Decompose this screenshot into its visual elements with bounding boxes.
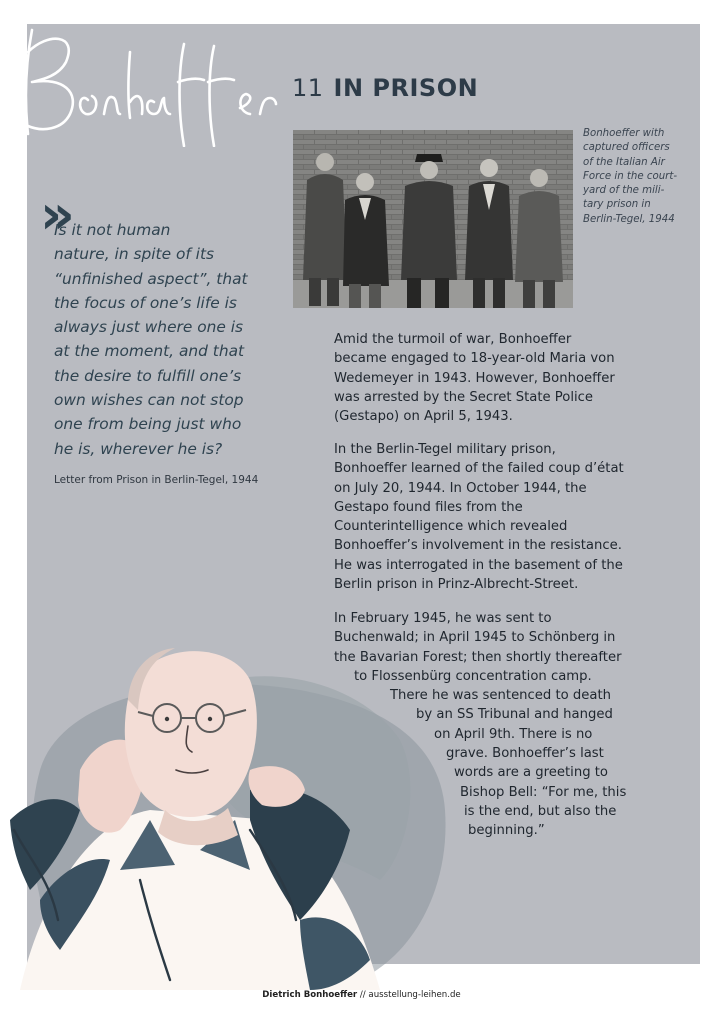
- chapter-heading: [292, 74, 478, 102]
- text-line: on April 9th. There is no: [434, 726, 593, 742]
- text-line: Bonhoeffer learned of the failed coup d’état: [334, 461, 624, 477]
- text-line: (Gestapo) on April 5, 1943.: [334, 409, 513, 425]
- quote-source: Letter from Prison in Berlin-Tegel, 1944: [54, 474, 259, 486]
- chapter-title: IN PRISON: [333, 74, 479, 102]
- text-line: Buchenwald; in April 1945 to Schönberg in: [334, 630, 616, 646]
- text-line: became engaged to 18-year-old Maria von: [334, 351, 615, 367]
- text-line: was arrested by the Secret State Police: [334, 389, 594, 405]
- text-line: grave. Bonhoeffer’s last: [446, 746, 604, 762]
- footer-name: Dietrich Bonhoeffer: [262, 990, 358, 1000]
- text-line: on July 20, 1944. In October 1944, the: [334, 480, 587, 496]
- text-line: There he was sentenced to death: [390, 688, 611, 704]
- footer-separator: //: [357, 990, 369, 1000]
- text-line: the Bavarian Forest; then shortly thereafter: [334, 649, 622, 665]
- photo-caption: Bonhoeffer with captured officers of the Italian Air Force in the court- yard of the mili- tary prison in Berlin-Tegel, 1944: [583, 128, 678, 225]
- text-line: In February 1945, he was sent to: [334, 611, 552, 626]
- quote-mark-icon: »: [40, 183, 69, 246]
- chapter-number: 11: [292, 74, 324, 102]
- bonhoeffer-signature: [18, 22, 280, 147]
- text-line: Gestapo found files from the: [334, 499, 523, 515]
- text-line: In the Berlin-Tegel military prison,: [334, 442, 556, 457]
- watercolor-portrait: [0, 620, 470, 990]
- text-line: Amid the turmoil of war, Bonhoeffer: [334, 332, 572, 347]
- text-line: is the end, but also the: [464, 803, 617, 819]
- text-line: to Flossenbürg concentration camp.: [354, 668, 592, 684]
- text-line: Counterintelligence which revealed: [334, 519, 568, 535]
- text-line: Bishop Bell: “For me, this: [460, 784, 627, 800]
- text-line: beginning.”: [468, 823, 545, 839]
- text-line: by an SS Tribunal and hanged: [416, 707, 613, 723]
- footer: [0, 990, 723, 1000]
- body-paragraph-1: [334, 330, 615, 426]
- pull-quote: Is it not human nature, in spite of its “unfinished aspect”, that the focus of one’s life is always just where one is at the moment, and that the desire to fulfill one’s own wishes can not stop one from being just who he is, wherever he is?: [54, 221, 248, 458]
- text-line: Berlin prison in Prinz-Albrecht-Street.: [334, 577, 579, 593]
- text-line: words are a greeting to: [454, 765, 608, 781]
- text-line: He was interrogated in the basement of the: [334, 557, 623, 573]
- text-line: Wedemeyer in 1943. However, Bonhoeffer: [334, 370, 615, 386]
- text-line: Bonhoeffer’s involvement in the resistance.: [334, 538, 622, 554]
- footer-site: ausstellung-leihen.de: [368, 990, 461, 1000]
- body-paragraph-2: [334, 440, 624, 594]
- prison-courtyard-photo: [293, 130, 573, 308]
